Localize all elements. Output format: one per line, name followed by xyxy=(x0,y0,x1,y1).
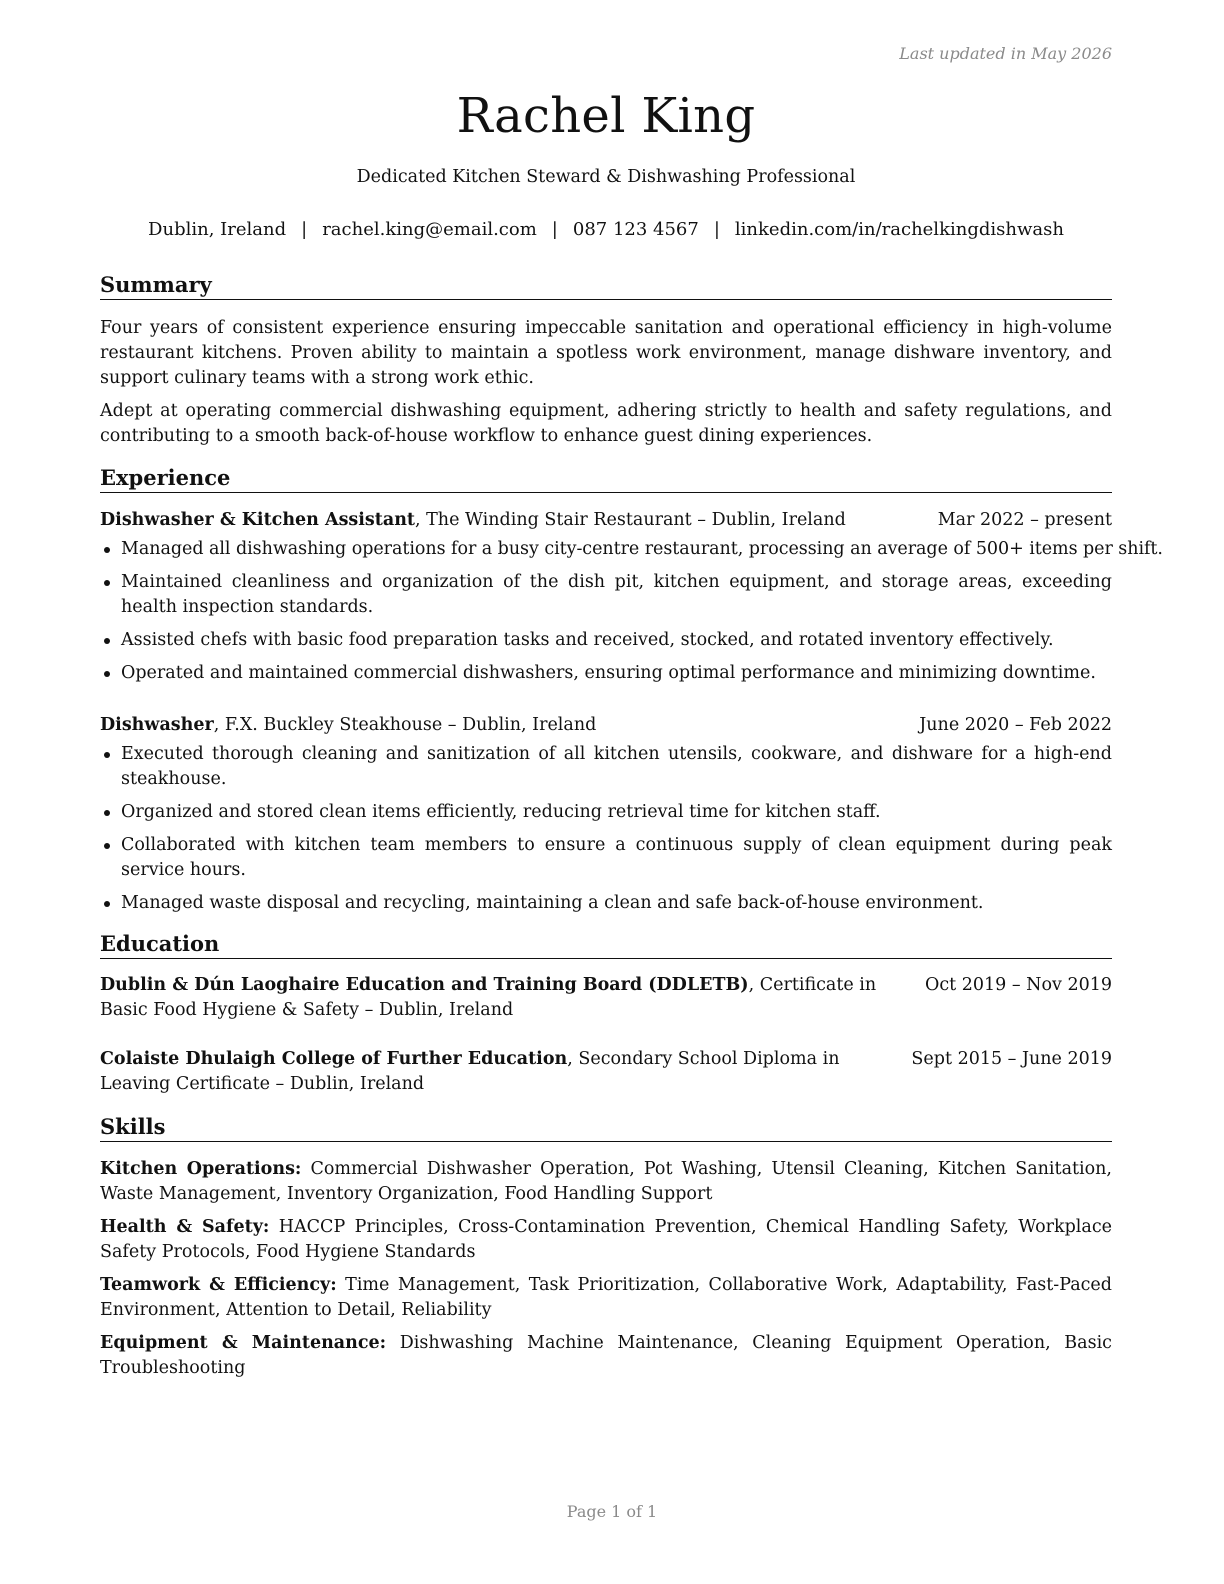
job-title: Dishwasher xyxy=(100,715,214,735)
skill-group-items: HACCP Principles, Cross-Contamination Prevention, Chemical Handling Safety, Workplace Safety Protocols, Food Hygiene Standards xyxy=(100,1217,1112,1262)
last-updated-note: Last updated in May 2026 xyxy=(899,44,1112,63)
summary-paragraph: Four years of consistent experience ensuring impeccable sanitation and operational efficiency in high-volume restaurant kitchens. Proven ability to maintain a spotless work environment, manage dishware inventory, and support culinary teams with a strong work ethic. xyxy=(100,318,1112,388)
summary-body xyxy=(100,316,1112,449)
education-school: Dublin & Dún Laoghaire Education and Training Board (DDLETB) xyxy=(100,975,749,995)
summary-paragraph: Adept at operating commercial dishwashing equipment, adhering strictly to health and safety regulations, and contributing to a smooth back-of-house workflow to enhance guest dining experiences. xyxy=(100,401,1112,446)
summary-heading: Summary xyxy=(100,272,1112,300)
skill-group xyxy=(100,1215,1112,1265)
contact-location: Dublin, Ireland xyxy=(148,219,287,240)
skill-group-label: Teamwork & Efficiency: xyxy=(100,1275,337,1295)
candidate-name: Rachel King xyxy=(456,88,756,144)
job-employer: , The Winding Stair Restaurant – Dublin, Ireland xyxy=(415,510,846,530)
job-employer: , F.X. Buckley Steakhouse – Dublin, Ireland xyxy=(213,715,597,735)
skill-group xyxy=(100,1273,1112,1323)
experience-section xyxy=(100,465,1163,924)
job-title-line xyxy=(100,713,899,738)
job-bullet: Organized and stored clean items efficiently, reducing retrieval time for kitchen staff. xyxy=(100,800,1112,825)
job-header xyxy=(100,713,1112,738)
skills-heading: Skills xyxy=(100,1114,1112,1142)
job-bullet: Operated and maintained commercial dishwashers, ensuring optimal performance and minimizing downtime. xyxy=(100,661,1112,686)
job-entry xyxy=(100,508,1163,686)
summary-section xyxy=(100,272,1112,449)
education-entry xyxy=(100,973,1112,1023)
job-bullets xyxy=(100,742,1112,916)
education-section xyxy=(100,931,1112,1097)
job-bullet: Managed waste disposal and recycling, maintaining a clean and safe back-of-house environment. xyxy=(100,891,1112,916)
job-bullet: Executed thorough cleaning and sanitization of all kitchen utensils, cookware, and dishware for a high-end steakhouse. xyxy=(100,742,1112,792)
job-bullet: Collaborated with kitchen team members to ensure a continuous supply of clean equipment during peak service hours. xyxy=(100,833,1112,883)
job-header xyxy=(100,508,1112,533)
job-bullets xyxy=(100,537,1163,686)
contact-phone: 087 123 4567 xyxy=(572,219,699,240)
education-title-line xyxy=(100,973,890,1023)
contact-email[interactable]: rachel.king@email.com xyxy=(322,219,537,240)
contact-separator: | xyxy=(301,219,308,240)
education-heading: Education xyxy=(100,931,1112,959)
resume-page xyxy=(100,0,1163,1584)
education-school: Colaiste Dhulaigh College of Further Education xyxy=(100,1049,568,1069)
contact-linkedin[interactable]: linkedin.com/in/rachelkingdishwash xyxy=(734,219,1064,240)
skill-group-items: Commercial Dishwasher Operation, Pot Washing, Utensil Cleaning, Kitchen Sanitation, Waste Management, Inventory Organization, Food Handling Support xyxy=(100,1159,1112,1204)
experience-heading: Experience xyxy=(100,465,1112,493)
skill-group-items: Dishwashing Machine Maintenance, Cleaning Equipment Operation, Basic Troubleshooting xyxy=(100,1333,1112,1378)
contact-separator: | xyxy=(713,219,720,240)
contact-line xyxy=(100,219,1112,240)
page-number: Page 1 of 1 xyxy=(566,1502,658,1521)
job-title: Dishwasher & Kitchen Assistant xyxy=(100,510,415,530)
job-title-line xyxy=(100,508,918,533)
education-entry xyxy=(100,1047,1112,1097)
education-dates: Sept 2015 – June 2019 xyxy=(911,1049,1112,1069)
skills-list xyxy=(100,1157,1112,1381)
education-details: , Secondary School Diploma in Leaving Certificate – Dublin, Ireland xyxy=(100,1049,840,1094)
skill-group-items: Time Management, Task Prioritization, Collaborative Work, Adaptability, Fast-Paced Environment, Attention to Detail, Reliability xyxy=(100,1275,1112,1320)
job-bullet: Maintained cleanliness and organization of the dish pit, kitchen equipment, and storage areas, exceeding health inspection standards. xyxy=(100,570,1112,620)
contact-separator: | xyxy=(551,219,558,240)
job-dates: June 2020 – Feb 2022 xyxy=(919,715,1112,735)
skill-group xyxy=(100,1331,1112,1381)
job-bullet: Assisted chefs with basic food preparation tasks and received, stocked, and rotated inventory effectively. xyxy=(100,628,1112,653)
candidate-tagline: Dedicated Kitchen Steward & Dishwashing Professional xyxy=(356,167,856,187)
skills-section xyxy=(100,1114,1112,1389)
education-title-line xyxy=(100,1047,890,1097)
skill-group-label: Equipment & Maintenance: xyxy=(100,1333,387,1353)
job-entry xyxy=(100,713,1112,916)
education-details: , Certificate in Basic Food Hygiene & Safety – Dublin, Ireland xyxy=(100,975,877,1020)
job-bullet: Managed all dishwashing operations for a busy city-centre restaurant, processing an average of 500+ items per shift. xyxy=(100,537,1112,562)
skill-group-label: Kitchen Operations: xyxy=(100,1159,302,1179)
job-dates: Mar 2022 – present xyxy=(937,510,1112,530)
skill-group xyxy=(100,1157,1112,1207)
education-dates: Oct 2019 – Nov 2019 xyxy=(925,975,1112,995)
skill-group-label: Health & Safety: xyxy=(100,1217,270,1237)
